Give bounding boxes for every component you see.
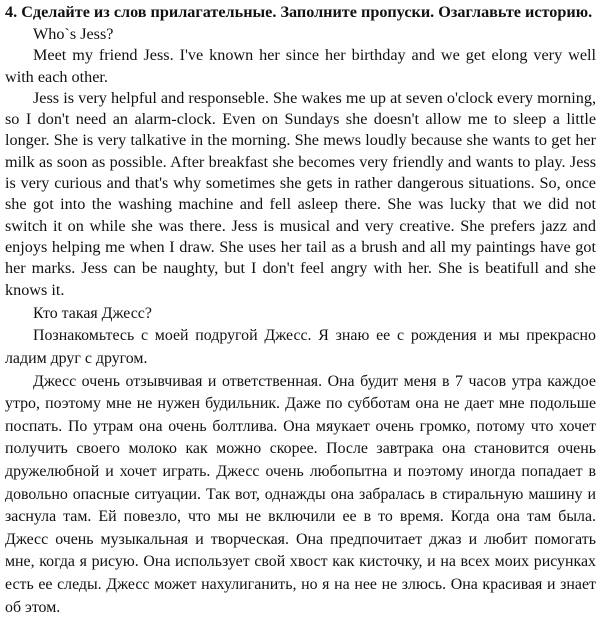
english-story-title: Who`s Jess? [33, 25, 114, 43]
russian-story-title: Кто такая Джесс? [33, 304, 152, 322]
textbook-page [5, 2, 596, 619]
english-paragraph-2: Jess is very helpful and responseble. She wakes me up at seven o'clock every morning, so I don't need an alarm-clock. Even on Sundays she doesn't allow me to sleep a little longer. She is very talkative in the morning. She mews loudly because she wants to get her milk as soon as possible. After breakfast she becomes very friendly and wants to play. Jess is very curious and that's why sometimes she gets in rather dangerous situations. So, once she got into the washing machine and fell asleep there. She was lucky that we did not switch it on while she was there. Jess is musical and very creative. She prefers jazz and enjoys helping me when I draw. She uses her tail as a brush and all my paintings have got her marks. Jess can be naughty, but I don't feel angry with her. She is beatifull and she knows it. [5, 88, 596, 299]
task-heading: 4. Сделайте из слов прилагательные. Заполните пропуски. Озаглавьте историю. [5, 3, 593, 21]
english-paragraph-1: Meet my friend Jess. I've known her since her birthday and we get elong very well with each other. [5, 46, 596, 86]
russian-story [5, 303, 596, 619]
russian-paragraph-1: Познакомьтесь с моей подругой Джесс. Я знаю ее с рождения и мы прекрасно ладим друг с другом. [5, 327, 596, 368]
russian-paragraph-2: Джесс очень отзывчивая и ответственная. Она будит меня в 7 часов утра каждое утро, поэтому мне не нужен будильник. Даже по субботам она не дает мне подольше поспать. По утрам она очень болтлива. Она мяукает очень громко, потому что хочет получить своего молоко как можно скорее. После завтрака она становится очень дружелюбной и хочет играть. Джесс очень любопытна и поэтому иногда попадает в довольно опасные ситуации. Так вот, однажды она забралась в стиральную машину и заснула там. Ей повезло, что мы не включили ее в то время. Когда она там была. Джесс очень музыкальная и творческая. Она предпочитает джаз и любит помогать мне, когда я рисую. Она использует свой хвост как кисточку, и на всех моих рисунках есть ее следы. Джесс может нахулиганить, но я на нее не злюсь. Она красивая и знает об этом. [5, 372, 596, 616]
english-story [5, 24, 596, 301]
